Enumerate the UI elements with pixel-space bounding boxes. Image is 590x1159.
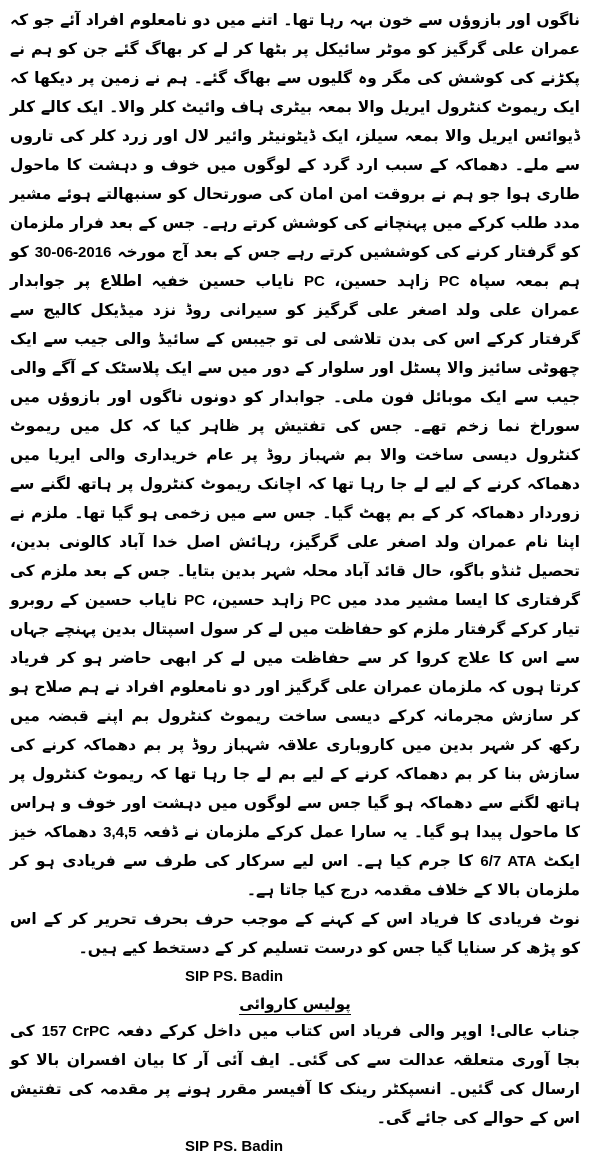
crpc-code: 157 CrPC <box>41 1023 110 1040</box>
sections-number: 3,4,5 <box>103 824 137 841</box>
signature-row-1 <box>10 963 580 989</box>
report-paragraph-2: نایاب حسین خفیہ اطلاع پر جوابدار عمران علی ولد اصغر علی گرگیز کو سیرانی روڈ نزد میڈیکل کالیج سے گرفتار کرکے اس کی بدن تلاشی لی تو جیبس کے سائیڈ والی جیب سے ایک چھوٹی سائیز والا پسٹل اور سلوار کے دور میں سے ایک پلاسٹک کے آگے والی جیب سے ایک موبائل فون ملی۔ جوابدار کو دونوں ناگوں اور بازوؤں میں سوراخ نما زخم تھے۔ جس کی تفتیش پر ظاہر کیا کہ کل میں ریموٹ کنٹرول دیسی ساخت والا بم شہباز روڈ پر عام خریداری والی ایریا میں دھماکہ کرنے کے لیے لے جا رہا تھا کہ اچانک ریموٹ کنٹرول پر ہاتھ لگنے سے زوردار دھماکہ کر کے بم پھٹ گیا۔ جس سے میں زخمی ہو گیا تھا۔ ملزم نے اپنا نام عمران ولد اصغر علی گرگیز، رہائش اصل خدا آباد کالونی بدین، تحصیل ٹنڈو باگو، حال قائد آباد محلہ شہر بدین بتایا۔ جس کے بعد ملزم کی گرفتاری کا ایسا مشیر مدد میں <box>10 272 580 609</box>
rank-pc: PC <box>184 592 206 609</box>
report-body <box>10 6 580 905</box>
report-date: 30-06-2016 <box>34 244 112 261</box>
rank-pc: PC <box>310 592 332 609</box>
rank-pc: PC <box>303 273 325 290</box>
officer-signature: SIP PS. Badin <box>185 1137 284 1155</box>
section-heading <box>10 991 580 1017</box>
report-paragraph-1b: کو ہم بمعہ سپاہ <box>10 243 580 290</box>
report-paragraph-3: نایاب حسین کے روبرو تیار کرکے گرفتار ملزم کو حفاظت میں لے کر سول اسپتال بدین پہنچے جہاں سے اس کا علاج کروا کر سے حفاظت میں لے کر ابھی حاضر ہو کر فریاد کرتا ہوں کہ ملزمان عمران علی گرگیز اور دو نامعلوم افراد نے ہم صلاح ہو کر سازش مجرمانہ کرکے دیسی ساخت ریموٹ کنٹرول بم اپنے قبضہ میں رکھ کر شہر بدین میں کاروباری علاقہ شہباز روڈ پر بم دھماکہ کرنے کی سازش بنا کر بم دھماکہ کرنے کے لیے بم لے جا رہا تھا کہ ریموٹ کنٹرول پر ہاتھ لگنے سے دھماکہ ہو گیا جس سے لوگوں میں دہشت اور خوف و ہراس کا ماحول پیدا ہو گیا۔ یہ سارا عمل کرکے ملزمان نے ڈفعہ <box>10 591 580 841</box>
police-action-text-2: کی بجا آوری متعلقہ عدالت سے کی گئی۔ ایف آئی آر کا بیان افسران بالا کو ارسال کی گئیں۔ انسپکٹر رینک کا آفیسر مقرر ہونے پر مقدمہ کی تفتیش اس کے حوالے کی جائے گی۔ <box>10 1022 580 1127</box>
report-paragraph-2a: زاہد حسین، <box>334 272 430 290</box>
police-action-body <box>10 1017 580 1133</box>
police-action-heading: پولیس کاروائی <box>239 995 351 1013</box>
report-paragraph-3b: دھماکہ خیز ایکٹ <box>10 823 581 870</box>
fir-document-page <box>10 6 581 1155</box>
report-note: نوٹ فریادی کا فریاد اس کے کہنے کے موجب حرف بحرف تحریر کر کے اس کو پڑھ کر سنایا گیا جس کو درست تسلیم کر کے دستخط کیے ہیں۔ <box>10 910 580 957</box>
report-paragraph-3c: کا جرم کیا ہے۔ اس لیے سرکار کی طرف سے فریادی ہو کر ملزمان بالا کے خلاف مقدمہ درج کیا جاتا ہے۔ <box>10 852 580 899</box>
signature-row-2 <box>10 1133 580 1159</box>
report-paragraph-1: ناگوں اور بازوؤں سے خون بہہ رہا تھا۔ اتنے میں دو نامعلوم افراد آئے جو کہ عمران علی گرگیز کو موٹر سائیکل پر بٹھا کر لے کر بھاگ گئے جن کو ہم نے پکڑنے کی کوشش کی مگر وہ گلیوں سے بھاگ گئے۔ ہم نے زمین پر دیکھا کہ ایک ریموٹ کنٹرول ایریل والا بمعہ بیٹری ہاف وائیٹ کلر والا۔ ایک کالے کلر ڈیوائس ایریل والا بمعہ سیلز، ایک ڈیٹونیٹر وائیر لال اور زرد کلر کی تاروں سے ملے۔ دھماکہ کے سبب ارد گرد کے لوگوں میں خوف و دہشت کا ماحول طاری ہوا جو ہم نے بروقت امن امان کی صورتحال کو سنبھالتے ہوئے مشیر مدد طلب کرکے میں پہنچانے کی کوشش کرتے رہے۔ جس کے بعد فرار ملزمان کو گرفتار کرنے کی کوششیں کرتے رہے جس کے بعد آج مورخہ <box>10 11 580 261</box>
report-paragraph-3a: زاہد حسین، <box>211 591 304 609</box>
officer-signature: SIP PS. Badin <box>185 967 284 985</box>
act-reference: 6/7 ATA <box>480 853 537 870</box>
rank-pc: PC <box>438 273 460 290</box>
police-action-text-1: جناب عالی! اوپر والی فریاد اس کتاب میں داخل کرکے دفعہ <box>116 1022 580 1040</box>
